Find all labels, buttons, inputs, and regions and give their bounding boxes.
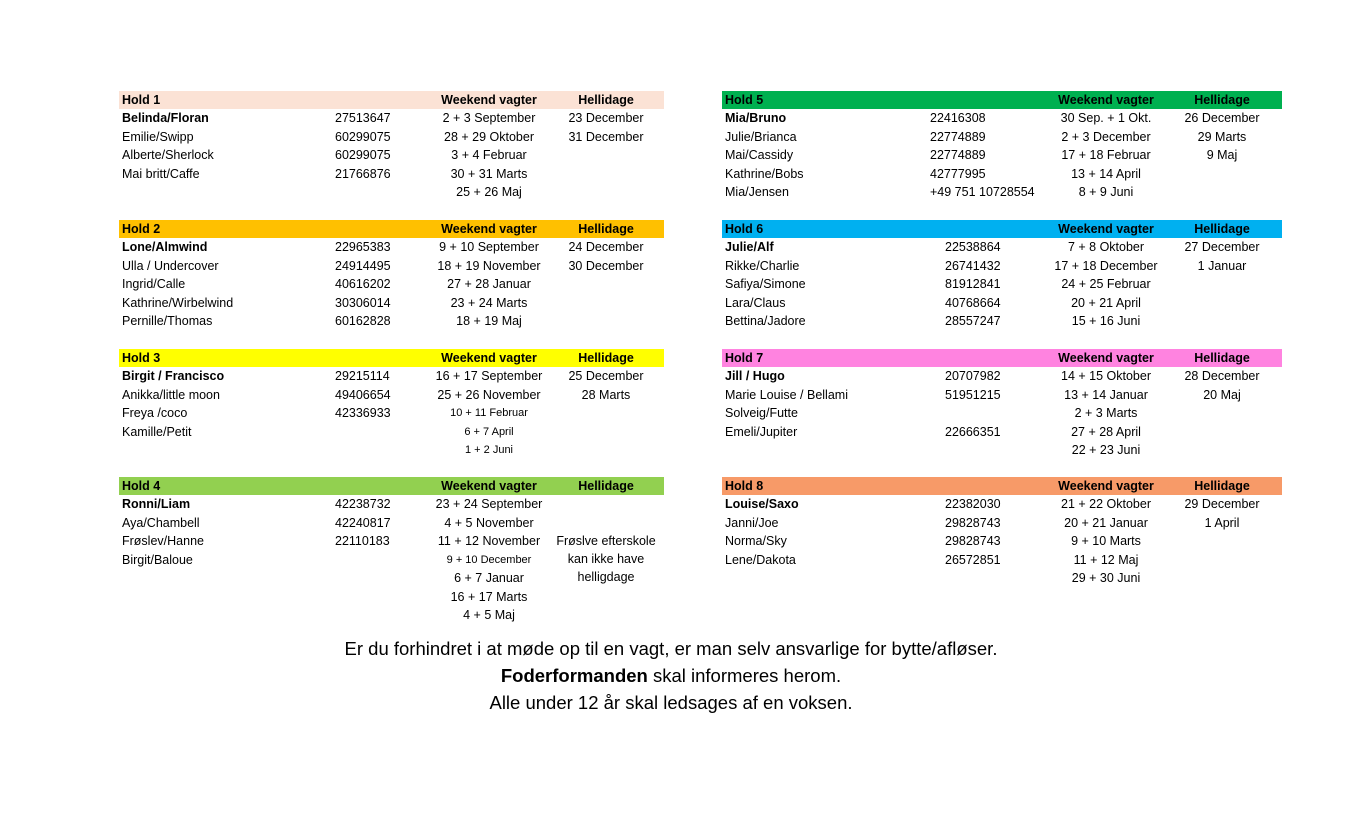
table-row xyxy=(722,367,1282,386)
helligdage-header: Hellidage xyxy=(1194,93,1250,107)
table-row xyxy=(722,569,1282,588)
holiday-shift: 9 Maj xyxy=(1206,148,1238,162)
member-name: Solveig/Futte xyxy=(725,406,798,420)
holiday-shift: 30 December xyxy=(568,258,644,273)
member-name: Janni/Joe xyxy=(725,515,779,530)
table-row xyxy=(722,441,1282,460)
weekend-header: Weekend vagter xyxy=(1058,479,1154,493)
weekend-shift: 25 + 26 November xyxy=(437,387,541,402)
table-row xyxy=(119,367,664,386)
phone-number: 60162828 xyxy=(335,314,391,328)
phone-number: 42238732 xyxy=(335,497,391,511)
footer-line-1 xyxy=(0,638,1342,660)
weekend-shift: 14 + 15 Oktober xyxy=(1061,369,1151,383)
weekend-shift: 22 + 23 Juni xyxy=(1071,443,1141,457)
holiday-shift: 31 December xyxy=(568,129,644,144)
hold-table-6 xyxy=(722,220,1282,331)
phone-number: 22965383 xyxy=(335,240,391,254)
footer-line-3 xyxy=(0,692,1342,714)
phone-number: 51951215 xyxy=(945,387,1001,402)
weekend-shift: 6 + 7 April xyxy=(464,425,514,438)
weekend-header: Weekend vagter xyxy=(1058,222,1154,236)
phone-number: 29828743 xyxy=(945,515,1001,530)
phone-number: 21766876 xyxy=(335,166,391,181)
hold-header xyxy=(119,220,664,238)
member-name: Safiya/Simone xyxy=(725,277,806,291)
weekend-shift: 8 + 9 Juni xyxy=(1078,185,1134,199)
table-row xyxy=(722,551,1282,570)
table-row xyxy=(119,312,664,331)
table-row xyxy=(119,257,664,276)
table-row xyxy=(722,128,1282,147)
phone-number: 22774889 xyxy=(930,129,986,144)
weekend-shift: 25 + 26 Maj xyxy=(456,185,522,199)
phone-number: 22538864 xyxy=(945,240,1001,254)
holiday-shift: 1 April xyxy=(1204,515,1240,530)
weekend-shift: 17 + 18 Februar xyxy=(1061,148,1151,162)
phone-number: 22416308 xyxy=(930,111,986,125)
holiday-shift: 28 Marts xyxy=(581,387,631,402)
footer-text-3: Alle under 12 år skal ledsages af en voksen. xyxy=(489,692,853,713)
table-row xyxy=(119,238,664,257)
holiday-shift: 26 December xyxy=(1184,111,1260,125)
table-row xyxy=(722,532,1282,551)
weekend-shift: 6 + 7 Januar xyxy=(454,571,524,585)
weekend-shift: 17 + 18 December xyxy=(1054,258,1158,273)
weekend-shift: 11 + 12 Maj xyxy=(1073,552,1139,567)
weekend-header: Weekend vagter xyxy=(1058,351,1154,365)
member-name: Emilie/Swipp xyxy=(122,129,194,144)
footer-text-2: skal informeres herom. xyxy=(647,665,842,686)
weekend-shift: 4 + 5 Maj xyxy=(463,608,515,622)
member-name: Kathrine/Wirbelwind xyxy=(122,295,234,310)
weekend-shift: 9 + 10 Marts xyxy=(1071,534,1141,548)
weekend-shift: 2 + 3 September xyxy=(442,111,536,125)
table-row xyxy=(119,404,664,423)
phone-number: 22110183 xyxy=(335,534,390,548)
footer-line-2 xyxy=(0,665,1342,687)
table-row xyxy=(119,294,664,313)
helligdage-header: Hellidage xyxy=(578,222,634,236)
helligdage-header: Hellidage xyxy=(578,351,634,365)
table-row xyxy=(722,109,1282,128)
member-name: Mia/Bruno xyxy=(725,111,787,125)
phone-number: 28557247 xyxy=(945,314,1001,328)
member-name: Pernille/Thomas xyxy=(122,314,213,328)
table-row xyxy=(722,514,1282,533)
hold-note: Frøslve efterskole kan ikke have helligdage xyxy=(556,534,656,584)
weekend-shift: 18 + 19 Maj xyxy=(456,314,522,328)
weekend-shift: 18 + 19 November xyxy=(437,258,541,273)
phone-number: 42240817 xyxy=(335,515,391,530)
weekend-shift: 27 + 28 April xyxy=(1071,424,1141,439)
hold-title: Hold 5 xyxy=(725,93,764,107)
hold-table-3 xyxy=(119,349,664,460)
member-name: Aya/Chambell xyxy=(122,515,200,530)
phone-number: 22666351 xyxy=(945,424,1001,439)
weekend-shift: 10 + 11 Februar xyxy=(450,407,528,419)
phone-number: 26741432 xyxy=(945,258,1001,273)
weekend-shift: 16 + 17 Marts xyxy=(450,589,528,604)
table-row xyxy=(722,423,1282,442)
member-name: Louise/Saxo xyxy=(725,497,799,511)
table-row xyxy=(722,404,1282,423)
weekend-shift: 13 + 14 Januar xyxy=(1064,387,1148,402)
hold-header xyxy=(722,91,1282,109)
hold-header xyxy=(119,91,664,109)
member-name: Lara/Claus xyxy=(725,295,786,310)
holiday-shift: 27 December xyxy=(1184,240,1260,254)
table-row xyxy=(722,275,1282,294)
weekend-header: Weekend vagter xyxy=(441,351,537,365)
member-name: Freya /coco xyxy=(122,406,188,420)
table-row xyxy=(722,183,1282,202)
holiday-shift: 23 December xyxy=(568,111,644,125)
member-name: Rikke/Charlie xyxy=(725,258,800,273)
weekend-shift: 1 + 2 Juni xyxy=(464,444,514,456)
footer-text-1: Er du forhindret i at møde op til en vagt, er man selv ansvarlige for bytte/afløser. xyxy=(344,638,998,659)
weekend-header: Weekend vagter xyxy=(441,479,537,493)
table-row xyxy=(119,275,664,294)
weekend-shift: 7 + 8 Oktober xyxy=(1067,240,1145,254)
weekend-shift: 2 + 3 Marts xyxy=(1074,406,1138,420)
hold-table-4 xyxy=(119,477,664,625)
table-row xyxy=(722,257,1282,276)
holiday-shift: 20 Maj xyxy=(1203,387,1241,402)
hold-title: Hold 6 xyxy=(725,222,764,236)
holiday-shift: 29 December xyxy=(1184,497,1260,511)
weekend-shift: 23 + 24 September xyxy=(435,497,543,511)
phone-number: 40768664 xyxy=(945,295,1001,310)
table-row xyxy=(119,146,664,165)
hold-title: Hold 1 xyxy=(122,93,161,107)
phone-number: 22382030 xyxy=(945,497,1001,511)
holiday-shift: 28 December xyxy=(1184,369,1260,383)
weekend-shift: 2 + 3 December xyxy=(1061,129,1151,144)
weekend-shift: 29 + 30 Juni xyxy=(1071,571,1141,585)
weekend-shift: 20 + 21 Januar xyxy=(1064,515,1148,530)
phone-number: 81912841 xyxy=(945,277,1001,291)
holiday-shift: 24 December xyxy=(568,240,644,254)
phone-number: 22774889 xyxy=(930,148,986,162)
member-name: Birgit/Baloue xyxy=(122,552,193,567)
hold-header xyxy=(119,477,664,495)
member-name: Ulla / Undercover xyxy=(122,258,219,273)
hold-title: Hold 2 xyxy=(122,222,161,236)
phone-number: 42777995 xyxy=(930,166,986,181)
member-name: Julie/Brianca xyxy=(725,129,797,144)
member-name: Frøslev/Hanne xyxy=(122,534,204,548)
phone-number: 49406654 xyxy=(335,387,391,402)
hold-table-7 xyxy=(722,349,1282,460)
table-row xyxy=(119,588,664,607)
hold-header xyxy=(722,477,1282,495)
member-name: Julie/Alf xyxy=(725,240,774,254)
weekend-shift: 11 + 12 November xyxy=(437,534,541,548)
hold-header xyxy=(119,349,664,367)
weekend-shift: 9 + 10 December xyxy=(446,553,532,566)
hold-table-8 xyxy=(722,477,1282,588)
phone-number: 42336933 xyxy=(335,406,391,420)
phone-number: 30306014 xyxy=(335,295,391,310)
table-row xyxy=(119,514,664,533)
member-name: Birgit / Francisco xyxy=(122,369,225,383)
weekend-shift: 28 + 29 Oktober xyxy=(444,129,534,144)
hold-header xyxy=(722,220,1282,238)
member-name: Emeli/Jupiter xyxy=(725,424,798,439)
holiday-shift: 1 Januar xyxy=(1197,258,1247,273)
weekend-shift: 3 + 4 Februar xyxy=(451,148,527,162)
phone-number: 60299075 xyxy=(335,129,391,144)
weekend-header: Weekend vagter xyxy=(441,93,537,107)
hold-table-2 xyxy=(119,220,664,331)
phone-number: 26572851 xyxy=(945,552,1001,567)
hold-table-5 xyxy=(722,91,1282,202)
weekend-shift: 16 + 17 September xyxy=(435,369,543,383)
weekend-header: Weekend vagter xyxy=(441,222,537,236)
table-row xyxy=(119,183,664,202)
weekend-shift: 24 + 25 Februar xyxy=(1061,277,1151,291)
weekend-shift: 20 + 21 April xyxy=(1071,295,1141,310)
helligdage-header: Hellidage xyxy=(1194,222,1250,236)
phone-number: 24914495 xyxy=(335,258,391,273)
hold-title: Hold 8 xyxy=(725,479,764,493)
phone-number: 20707982 xyxy=(945,369,1001,383)
member-name: Lene/Dakota xyxy=(725,552,796,567)
table-row xyxy=(119,495,664,514)
helligdage-header: Hellidage xyxy=(1194,351,1250,365)
phone-number: 29215114 xyxy=(335,369,390,383)
footer-bold-foderformanden: Foderformanden xyxy=(500,665,648,686)
phone-number: 40616202 xyxy=(335,277,391,291)
member-name: Belinda/Floran xyxy=(122,111,209,125)
weekend-header: Weekend vagter xyxy=(1058,93,1154,107)
table-row xyxy=(722,165,1282,184)
hold-header xyxy=(722,349,1282,367)
weekend-shift: 21 + 22 Oktober xyxy=(1061,497,1151,511)
member-name: Alberte/Sherlock xyxy=(122,148,214,162)
table-row xyxy=(119,109,664,128)
helligdage-header: Hellidage xyxy=(578,479,634,493)
weekend-shift: 30 + 31 Marts xyxy=(450,166,528,181)
member-name: Ingrid/Calle xyxy=(122,277,186,291)
member-name: Lone/Almwind xyxy=(122,240,208,254)
member-name: Ronni/Liam xyxy=(122,497,191,511)
holiday-shift: 25 December xyxy=(568,369,644,383)
table-row xyxy=(119,128,664,147)
table-row xyxy=(722,386,1282,405)
table-row xyxy=(722,495,1282,514)
table-row xyxy=(119,423,664,442)
helligdage-header: Hellidage xyxy=(578,93,634,107)
member-name: Kathrine/Bobs xyxy=(725,166,804,181)
weekend-shift: 27 + 28 Januar xyxy=(447,277,531,291)
member-name: Kamille/Petit xyxy=(122,424,192,439)
weekend-shift: 13 + 14 April xyxy=(1071,166,1141,181)
table-row xyxy=(722,146,1282,165)
table-row xyxy=(119,606,664,625)
member-name: Mai/Cassidy xyxy=(725,148,794,162)
weekend-shift: 4 + 5 November xyxy=(444,515,534,530)
member-name: Marie Louise / Bellami xyxy=(725,387,848,402)
table-row xyxy=(722,294,1282,313)
member-name: Anikka/little moon xyxy=(122,387,220,402)
hold-table-1 xyxy=(119,91,664,202)
table-row xyxy=(119,165,664,184)
member-name: Mai britt/Caffe xyxy=(122,166,200,181)
helligdage-header: Hellidage xyxy=(1194,479,1250,493)
phone-number: 27513647 xyxy=(335,111,391,125)
table-row xyxy=(722,312,1282,331)
phone-number: 29828743 xyxy=(945,534,1001,548)
member-name: Jill / Hugo xyxy=(725,369,785,383)
table-row xyxy=(722,238,1282,257)
member-name: Norma/Sky xyxy=(725,534,787,548)
member-name: Bettina/Jadore xyxy=(725,314,806,328)
weekend-shift: 30 Sep. + 1 Okt. xyxy=(1060,111,1152,125)
weekend-shift: 15 + 16 Juni xyxy=(1071,314,1141,328)
hold-title: Hold 3 xyxy=(122,351,161,365)
member-name: Mia/Jensen xyxy=(725,185,789,199)
holiday-shift: 29 Marts xyxy=(1197,129,1247,144)
hold-title: Hold 4 xyxy=(122,479,161,493)
table-row xyxy=(119,386,664,405)
hold-title: Hold 7 xyxy=(725,351,764,365)
phone-number: +49 751 10728554 xyxy=(930,185,1035,199)
weekend-shift: 9 + 10 September xyxy=(439,240,539,254)
table-row xyxy=(119,441,664,460)
phone-number: 60299075 xyxy=(335,148,391,162)
weekend-shift: 23 + 24 Marts xyxy=(450,295,528,310)
